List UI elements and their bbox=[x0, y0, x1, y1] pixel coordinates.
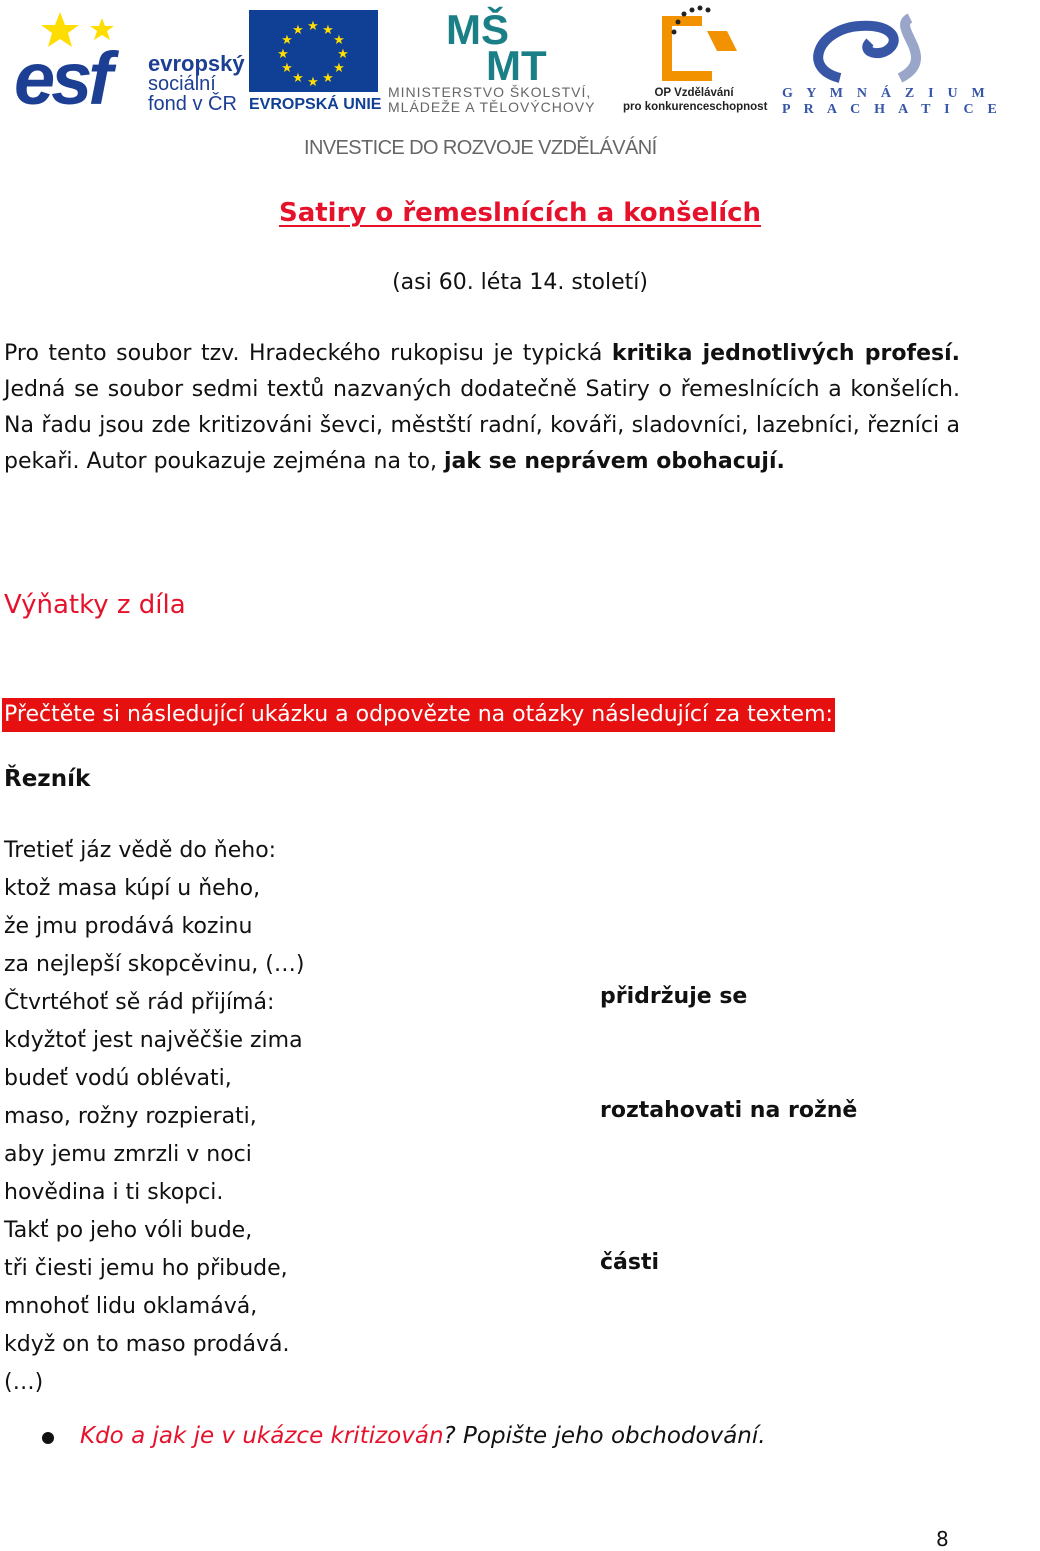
intro-paragraph bbox=[4, 336, 960, 480]
page-number: 8 bbox=[936, 1527, 949, 1551]
esf-line-1: evropský bbox=[148, 51, 245, 76]
poem-line: kdyžtoť jest najvěčšie zima bbox=[4, 1028, 303, 1053]
poem-line: Tretieť jáz vědě do ňeho: bbox=[4, 838, 277, 863]
question-text bbox=[80, 1423, 766, 1449]
intro-bold-2: jak se neprávem obohacují. bbox=[444, 449, 785, 474]
eu-label: EVROPSKÁ UNIE bbox=[249, 96, 382, 113]
question-highlight: Kdo a jak je v ukázce kritizován bbox=[80, 1423, 444, 1449]
poem-line: aby jemu zmrzli v noci bbox=[4, 1142, 252, 1167]
poem-line: ktož masa kúpí u ňeho, bbox=[4, 876, 261, 901]
poem-line: mnohoť lidu oklamává, bbox=[4, 1294, 258, 1319]
poem-line: (…) bbox=[4, 1370, 44, 1395]
esf-line-2: sociální bbox=[148, 73, 216, 95]
gloss-note: roztahovati na rožně bbox=[600, 1098, 858, 1123]
poem-line: budeť vodú oblévati, bbox=[4, 1066, 232, 1091]
intro-bold-1: kritika jednotlivých profesí. bbox=[611, 341, 960, 366]
gymnazium-logo-mark bbox=[780, 8, 950, 90]
poem-line: za nejlepší skopcěvinu, (…) bbox=[4, 952, 305, 977]
esf-letters: esf bbox=[14, 37, 109, 120]
svg-text:★: ★ bbox=[337, 47, 349, 62]
op-logo-mark bbox=[652, 6, 742, 90]
poem-line: maso, rožny rozpierati, bbox=[4, 1104, 257, 1129]
poem-line: tři čiesti jemu ho přibude, bbox=[4, 1256, 288, 1281]
svg-text:★: ★ bbox=[333, 33, 345, 48]
svg-text:MŠ: MŠ bbox=[446, 6, 509, 53]
invest-tagline: INVESTICE DO ROZVOJE VZDĚLÁVÁNÍ bbox=[304, 137, 657, 159]
esf-line-3: fond v ČR bbox=[148, 93, 237, 115]
svg-text:★: ★ bbox=[281, 33, 293, 48]
poem-text bbox=[4, 832, 304, 1402]
gym-line-2: P R A C H A T I C E bbox=[782, 102, 1003, 117]
svg-text:★: ★ bbox=[307, 75, 319, 90]
question-rest: ? Popište jeho obchodování. bbox=[443, 1423, 766, 1449]
poem-title: Řezník bbox=[4, 766, 91, 792]
poem-line: Takť po jeho vóli bude, bbox=[4, 1218, 253, 1243]
svg-text:★: ★ bbox=[277, 47, 289, 62]
gymnazium-text bbox=[782, 86, 1002, 118]
eu-stars-icon bbox=[249, 10, 378, 92]
eu-flag bbox=[249, 10, 378, 92]
bullet-icon bbox=[42, 1432, 54, 1444]
svg-text:★: ★ bbox=[322, 71, 334, 86]
poem-line: Čtvrtéhoť sě rád přijímá: bbox=[4, 990, 275, 1015]
poem-line: že jmu prodává kozinu bbox=[4, 914, 253, 939]
msmt-line-2: MLÁDEŽE A TĚLOVÝCHOVY bbox=[388, 99, 596, 115]
msmt-line-1: MINISTERSTVO ŠKOLSTVÍ, bbox=[388, 84, 592, 100]
svg-text:★: ★ bbox=[281, 61, 293, 76]
svg-text:★: ★ bbox=[333, 61, 345, 76]
svg-text:★: ★ bbox=[307, 19, 319, 34]
gloss-note: části bbox=[600, 1250, 660, 1275]
intro-text-2: Jedná se soubor sedmi textů nazvaných dodatečně Satiry o řemeslnících a konšelích. Na řadu jsou zde kritizováni ševci, městští radní, kováři, sladovníci, lazebníci, řezníci a pekaři. Autor poukazuje zejména na to, bbox=[4, 377, 960, 474]
instruction-banner: Přečtěte si následující ukázku a odpovězte na otázky následující za textem: bbox=[2, 698, 835, 732]
svg-text:MT: MT bbox=[486, 42, 547, 89]
svg-text:★: ★ bbox=[322, 23, 334, 38]
poem-line: když on to maso prodává. bbox=[4, 1332, 290, 1357]
page-subtitle: (asi 60. léta 14. století) bbox=[392, 270, 648, 295]
intro-text-1: Pro tento soubor tzv. Hradeckého rukopisu je typická bbox=[4, 341, 612, 366]
section-heading: Výňatky z díla bbox=[4, 590, 186, 620]
gloss-note: přidržuje se bbox=[600, 984, 748, 1009]
op-text bbox=[623, 86, 768, 114]
esf-text bbox=[148, 51, 245, 115]
msmt-text bbox=[388, 85, 595, 115]
gym-line-1: G Y M N Á Z I U M bbox=[782, 86, 990, 101]
svg-text:★: ★ bbox=[292, 23, 304, 38]
op-line-1: OP Vzdělávání bbox=[654, 87, 734, 99]
poem-line: hovědina i ti skopci. bbox=[4, 1180, 224, 1205]
op-line-2: pro konkurenceschopnost bbox=[623, 101, 768, 113]
page-title: Satiry o řemeslnících a konšelích bbox=[278, 198, 762, 228]
msmt-logo-mark bbox=[446, 6, 566, 89]
svg-text:★: ★ bbox=[292, 71, 304, 86]
